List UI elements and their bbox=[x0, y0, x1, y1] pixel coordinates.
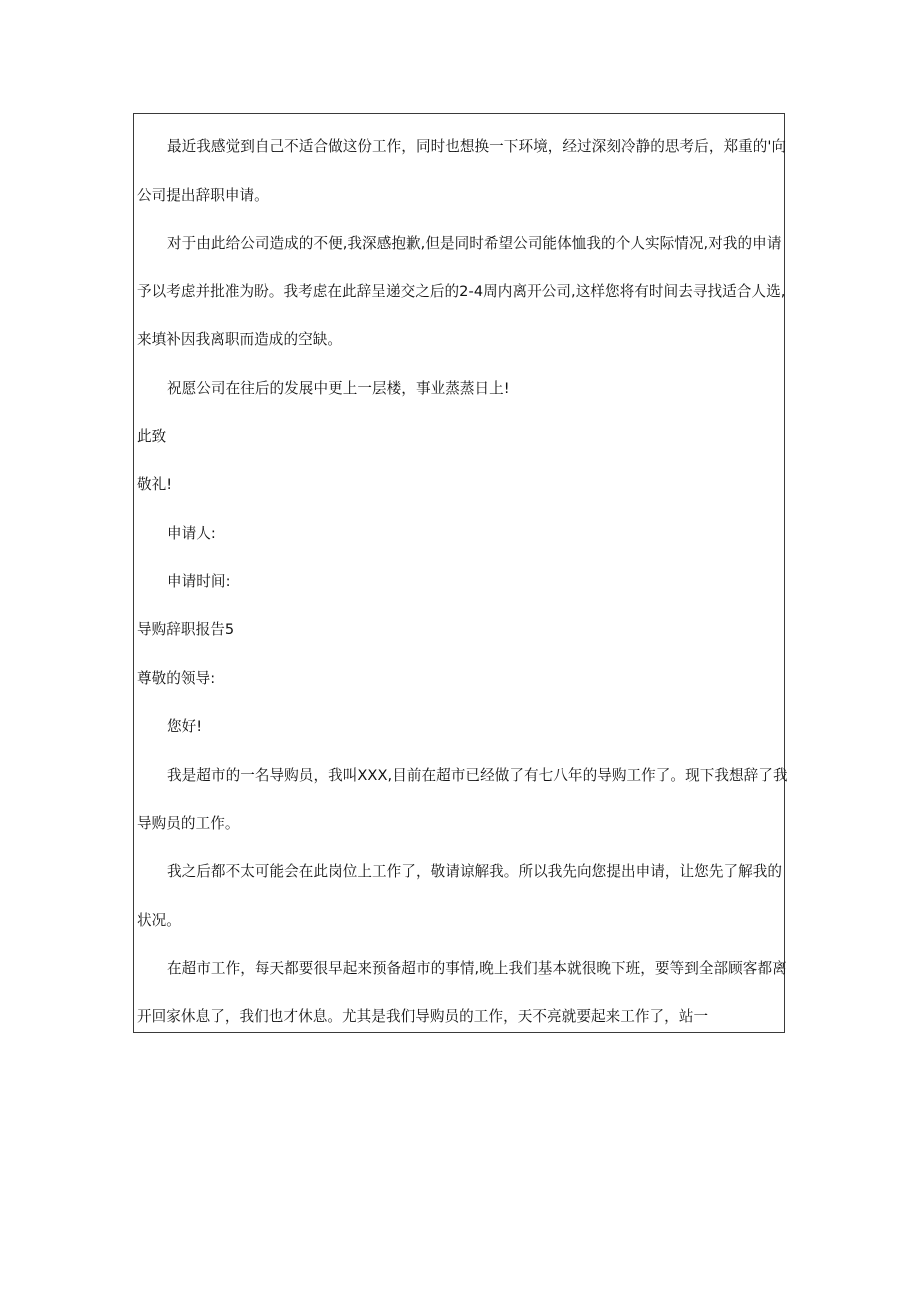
applicant-label: 申请人: bbox=[167, 525, 216, 542]
paragraph-line-6: 我是超市的一名导购员，我叫XXX,目前在超市已经做了有七八年的导购工作了。现下我想辞了我 bbox=[167, 767, 788, 784]
paragraph-line-4: 予以考虑并批准为盼。我考虑在此辞呈递交之后的2-4周内离开公司,这样您将有时间去寻找适合人选, bbox=[137, 283, 786, 300]
paragraph-line-11: 开回家休息了，我们也才休息。尤其是我们导购员的工作，天不亮就要起来工作了，站一 bbox=[137, 1008, 709, 1025]
section-title: 导购辞职报告5 bbox=[137, 621, 235, 638]
paragraph-line-3: 对于由此给公司造成的不便,我深感抱歉,但是同时希望公司能体恤我的个人实际情况,对我的申请 bbox=[167, 235, 782, 252]
paragraph-line-2: 公司提出辞职申请。 bbox=[137, 187, 269, 204]
salutation: 尊敬的领导: bbox=[137, 670, 216, 687]
paragraph-line-9: 状况。 bbox=[137, 912, 181, 929]
application-date-label: 申请时间: bbox=[167, 573, 231, 590]
paragraph-line-10: 在超市工作，每天都要很早起来预备超市的事情,晚上我们基本就很晚下班，要等到全部顾客都离 bbox=[167, 960, 787, 977]
wish-line: 祝愿公司在往后的发展中更上一层楼，事业蒸蒸日上! bbox=[167, 380, 510, 397]
closing-jing-li: 敬礼! bbox=[137, 476, 173, 493]
paragraph-line-1: 最近我感觉到自己不适合做这份工作，同时也想换一下环境，经过深刻冷静的思考后，郑重的'向 bbox=[167, 138, 787, 155]
paragraph-line-7: 导购员的工作。 bbox=[137, 815, 240, 832]
paragraph-line-8: 我之后都不太可能会在此岗位上工作了，敬请谅解我。所以我先向您提出申请，让您先了解我的 bbox=[167, 863, 783, 880]
paragraph-line-5: 来填补因我离职而造成的空缺。 bbox=[137, 331, 343, 348]
closing-ci-zhi: 此致 bbox=[137, 428, 167, 445]
greeting: 您好! bbox=[167, 718, 203, 735]
